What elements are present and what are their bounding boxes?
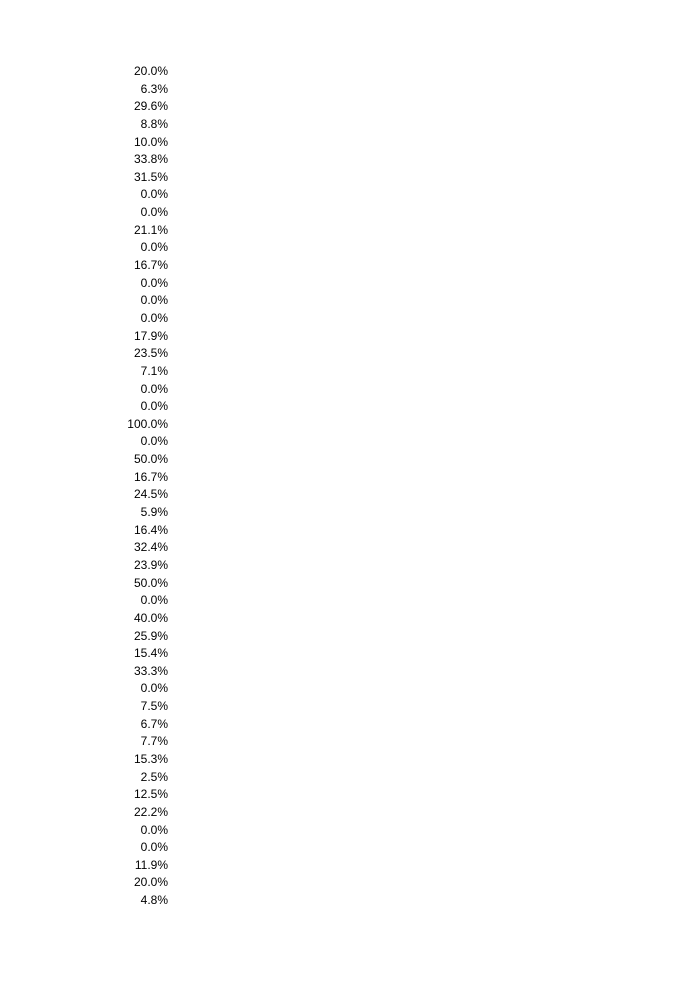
percentage-cell: 17.9% xyxy=(133,328,168,343)
percentage-cell: 0.0% xyxy=(140,822,168,837)
percentage-cell: 33.3% xyxy=(133,663,168,678)
percentage-cell: 0.0% xyxy=(140,434,168,449)
percentage-cell: 23.9% xyxy=(133,557,168,572)
percentage-cell: 32.4% xyxy=(133,540,168,555)
percentage-cell: 6.7% xyxy=(140,716,168,731)
percentage-cell: 0.0% xyxy=(140,275,168,290)
percentage-cell: 25.9% xyxy=(133,628,168,643)
percentage-cell: 8.8% xyxy=(140,116,168,131)
percentage-cell: 20.0% xyxy=(133,64,168,78)
percentage-cell: 24.5% xyxy=(133,487,168,502)
percentage-cell: 0.0% xyxy=(140,293,168,308)
percentage-column xyxy=(110,63,168,910)
percentage-cell: 0.0% xyxy=(140,399,168,414)
percentage-cell: 0.0% xyxy=(140,240,168,255)
percentage-cell: 0.0% xyxy=(140,187,168,202)
percentage-cell: 7.5% xyxy=(140,699,168,714)
percentage-cell: 7.1% xyxy=(140,363,168,378)
percentage-cell: 0.0% xyxy=(140,381,168,396)
percentage-cell: 2.5% xyxy=(140,769,168,784)
percentage-cell: 50.0% xyxy=(133,575,168,590)
percentage-cell: 12.5% xyxy=(133,787,168,802)
percentage-cell: 16.7% xyxy=(133,469,168,484)
percentage-cell: 50.0% xyxy=(133,452,168,467)
percentage-cell: 33.8% xyxy=(133,152,168,167)
percentage-cell: 40.0% xyxy=(133,610,168,625)
percentage-cell: 7.7% xyxy=(140,734,168,749)
percentage-cell: 0.0% xyxy=(140,310,168,325)
percentage-cell: 10.0% xyxy=(133,134,168,149)
percentage-cell: 4.8% xyxy=(140,893,168,908)
percentage-cell: 15.3% xyxy=(133,751,168,766)
percentage-cell: 0.0% xyxy=(140,205,168,220)
percentage-cell: 15.4% xyxy=(133,646,168,661)
percentage-cell: 0.0% xyxy=(140,681,168,696)
percentage-cell: 16.4% xyxy=(133,522,168,537)
percentage-cell: 29.6% xyxy=(133,99,168,114)
percentage-cell: 0.0% xyxy=(140,840,168,855)
percentage-cell: 0.0% xyxy=(140,593,168,608)
percentage-cell: 5.9% xyxy=(140,505,168,520)
percentage-cell: 16.7% xyxy=(133,258,168,273)
percentage-cell: 20.0% xyxy=(133,875,168,890)
percentage-cell: 21.1% xyxy=(133,222,168,237)
percentage-cell: 100.0% xyxy=(127,416,168,431)
percentage-cell: 6.3% xyxy=(140,81,168,96)
percentage-cell: 22.2% xyxy=(133,804,168,819)
percentage-cell: 23.5% xyxy=(133,346,168,361)
percentage-cell: 11.9% xyxy=(134,857,168,872)
percentage-cell: 31.5% xyxy=(133,169,168,184)
